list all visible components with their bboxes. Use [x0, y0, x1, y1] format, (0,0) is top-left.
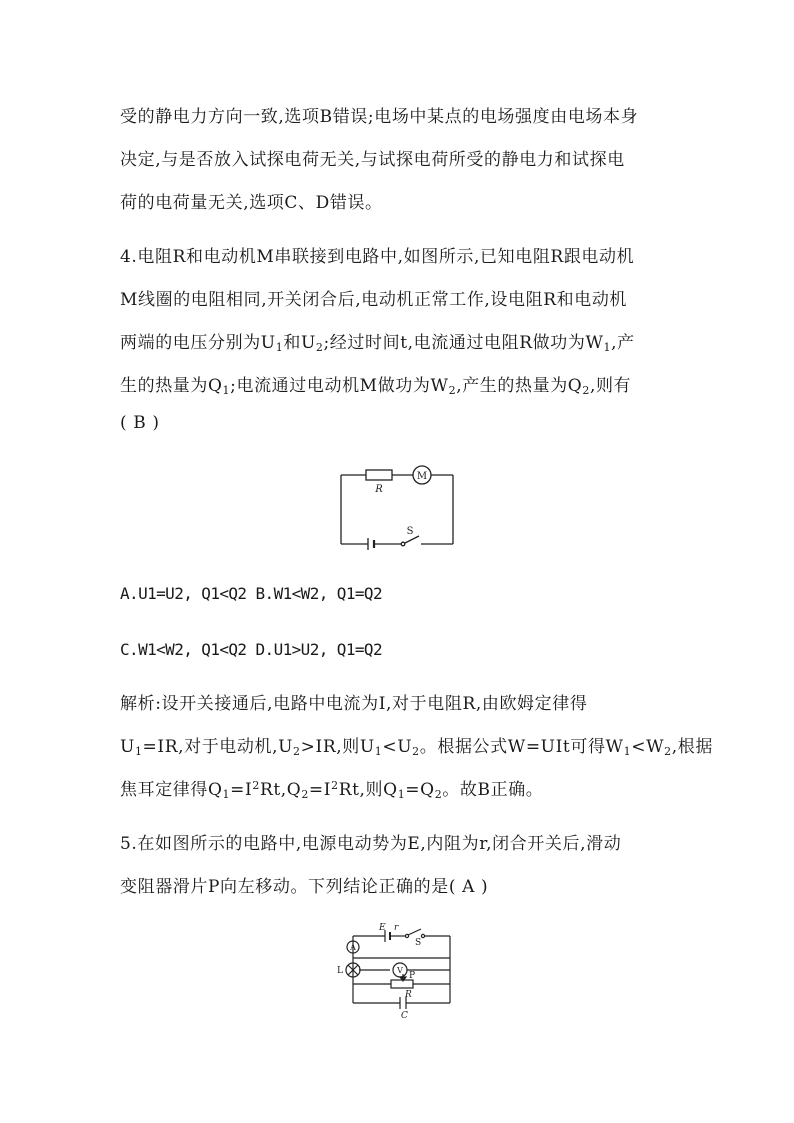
label-P: P [409, 971, 416, 981]
label-L: L [337, 966, 343, 976]
question-4-line: M线圈的电阻相同,开关闭合后,电动机正常工作,设电阻R和电动机 [120, 290, 628, 310]
option-b: B.W1<W2, Q1=Q2 [255, 584, 382, 603]
label-S: S [406, 526, 414, 537]
option-row [120, 640, 382, 660]
option-row [120, 584, 382, 604]
text-line: 受的静电力方向一致,选项B错误;电场中某点的电场强度由电场本身 [120, 107, 639, 127]
option-d: D.U1>U2, Q1=Q2 [255, 640, 382, 659]
label-C: C [401, 1011, 408, 1020]
circuit-diagram-q4 [333, 460, 463, 550]
solution-line: $U_1=IR$,对于电动机$,U_2>IR$,则$U_1<U_2$。根据公式W=UIt可得$W_1<W_2$,根据 [120, 737, 713, 758]
label-S: S [415, 938, 422, 948]
option-c: C.W1<W2, Q1<Q2 [120, 640, 247, 659]
solution-line: 焦耳定律得$Q_1=I^2Rt,Q_2=I^2Rt$,则$Q_1=Q_2$。故B正确。 [120, 779, 544, 801]
question-5-line: 5.在如图所示的电路中,电源电动势为E,内阻为r,闭合开关后,滑动 [120, 834, 622, 854]
label-E: E [379, 923, 386, 933]
label-M: M [416, 471, 428, 482]
label-R: R [375, 484, 383, 495]
label-R: R [405, 990, 412, 1000]
text-line: 荷的电荷量无关,选项C、D错误。 [120, 193, 383, 213]
label-r: r [394, 923, 399, 933]
label-V: V [397, 966, 403, 975]
label-A: A [350, 943, 356, 952]
circuit-diagram-q5 [335, 920, 465, 1020]
question-4-line: 生的热量为$Q_1$;电流通过电动机M做功为$W_2$,产生的热量为$Q_2$,则有 [120, 376, 632, 397]
question-4-line: 4.电阻R和电动机M串联接到电路中,如图所示,已知电阻R跟电动机 [120, 247, 635, 267]
solution-line: 解析:设开关接通后,电路中电流为I,对于电阻R,由欧姆定律得 [120, 694, 588, 714]
option-a: A.U1=U2, Q1<Q2 [120, 584, 247, 603]
question-5-line: 变阻器滑片P向左移动。下列结论正确的是( A ) [120, 877, 489, 897]
question-4-answer: ( B ) [120, 413, 160, 433]
text-line: 决定,与是否放入试探电荷无关,与试探电荷所受的静电力和试探电 [120, 150, 625, 170]
question-4-line: 两端的电压分别为$U_1$和$U_2$;经过时间t,电流通过电阻R做功为$W_1$,产 [120, 333, 635, 354]
